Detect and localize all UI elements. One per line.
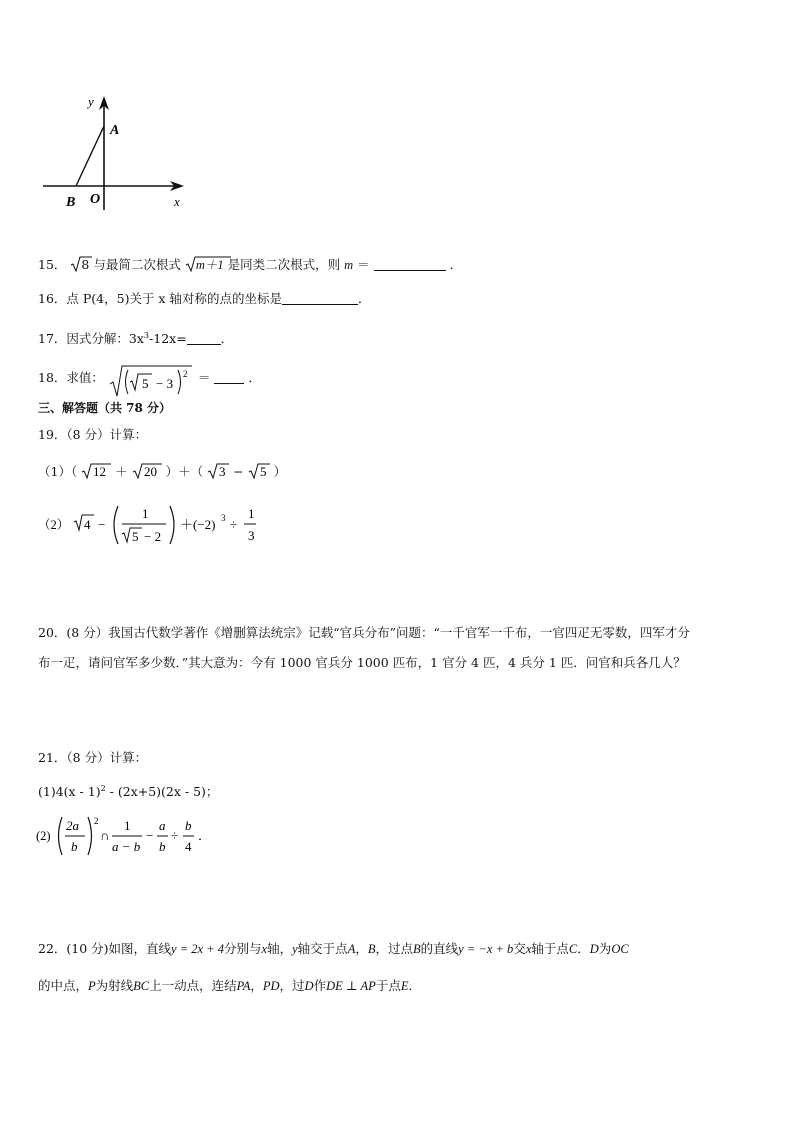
svg-text:−: −	[98, 517, 106, 532]
label-a: A	[110, 123, 120, 138]
svg-text:1: 1	[142, 506, 149, 521]
svg-text:4: 4	[185, 839, 192, 854]
svg-text:÷: ÷	[171, 828, 179, 843]
svg-text:20: 20	[143, 464, 157, 479]
q21-part-2-expression	[36, 812, 236, 860]
question-16: 16．点 P(4，5)关于 x 轴对称的点的坐标是 ．	[38, 291, 371, 306]
question-21-part-2	[36, 812, 236, 864]
svg-text:4: 4	[84, 517, 91, 532]
svg-text:12: 12	[93, 464, 107, 479]
sqrt-m-plus-1: m＋1	[185, 255, 224, 273]
question-21-part-1: (1)4(x - 1)$^2$ - (2x+5)(2x - 5)；	[38, 784, 219, 800]
sqrt-3	[207, 462, 229, 480]
question-18: 18．求值： 5 − 3 2 ＝ ．	[38, 364, 261, 398]
svg-text:∩: ∩	[100, 828, 110, 843]
svg-text:3: 3	[219, 464, 226, 479]
q19-part-2-expression	[38, 502, 288, 548]
question-22-line-1: 22．(10 分)如图，直线y = 2x + 4分别与x轴，y轴交于点A，B，过点B的直线y = −x + b交x轴于点C．D为OC	[38, 941, 629, 956]
svg-text:−: −	[146, 828, 154, 843]
sqrt-5	[248, 462, 270, 480]
section-title: 三、解答题（共 78 分）	[38, 401, 172, 415]
q15-number: 15．	[38, 257, 67, 272]
svg-text:b: b	[185, 818, 192, 833]
svg-text:5: 5	[141, 376, 149, 391]
label-b: B	[66, 195, 76, 210]
svg-text:a: a	[159, 818, 166, 833]
question-19-part-1: （1）（ 12 ＋ 20 ）＋（ 3 − 5 ）	[38, 464, 287, 479]
coordinate-figure	[38, 92, 188, 212]
svg-text:− 3: − 3	[155, 376, 173, 391]
label-y: y	[88, 94, 94, 109]
sqrt-12	[81, 462, 111, 480]
svg-text:2: 2	[94, 816, 99, 826]
svg-text:5: 5	[259, 464, 267, 479]
svg-text:2a: 2a	[66, 818, 79, 833]
svg-text:（2）: （2）	[38, 518, 70, 532]
label-x: x	[174, 194, 180, 209]
svg-text:3: 3	[221, 513, 226, 523]
svg-text:÷: ÷	[230, 517, 238, 532]
svg-text:2: 2	[182, 369, 188, 379]
question-20-line-2: 布一疋，请问官军多少数．”其大意为：今有 1000 官兵分 1000 匹布，1 官分 4 匹，4 兵分 1 匹．问官和兵各几人？	[38, 655, 686, 670]
svg-text:b: b	[159, 839, 166, 854]
svg-text:＋(−2): ＋(−2)	[180, 517, 216, 532]
svg-text:− 2: − 2	[144, 529, 162, 544]
svg-text:b: b	[71, 839, 78, 854]
svg-text:．: ．	[198, 828, 212, 843]
question-21-head: 21．（8 分）计算：	[38, 750, 148, 765]
svg-text:1: 1	[124, 818, 131, 833]
segment-ab	[76, 126, 104, 186]
q15-answer-blank[interactable]	[374, 258, 446, 271]
svg-text:3: 3	[248, 528, 255, 543]
label-o: O	[90, 192, 101, 207]
question-15: 15． 8 与最简二次根式 m＋1 是同类二次根式，则 m ＝ ．	[38, 257, 463, 272]
svg-text:1: 1	[248, 506, 255, 521]
svg-text:(2): (2)	[36, 829, 51, 843]
question-20-line-1: 20．(8 分）我国古代数学著作《增删算法统宗》记载“官兵分布”问题：“一千官军一千布，一官四疋无零数，四军才分	[38, 625, 690, 640]
question-17: 17．因式分解：$3x^3-12x=$ ．	[38, 331, 234, 347]
q16-answer-blank[interactable]	[282, 292, 358, 305]
q18-answer-blank[interactable]	[214, 371, 244, 384]
question-19-head: 19．（8 分）计算：	[38, 427, 148, 442]
question-22-line-2: 的中点，P为射线BC上一动点，连结PA，PD，过D作DE ⊥ AP于点E．	[38, 978, 421, 993]
question-19-part-2	[38, 502, 288, 552]
svg-text:5: 5	[132, 529, 139, 544]
svg-text:a − b: a − b	[112, 839, 141, 854]
sqrt-8: 8	[70, 255, 89, 273]
nested-sqrt-expression	[108, 364, 194, 398]
q17-answer-blank[interactable]	[187, 332, 221, 345]
sqrt-20	[132, 462, 162, 480]
